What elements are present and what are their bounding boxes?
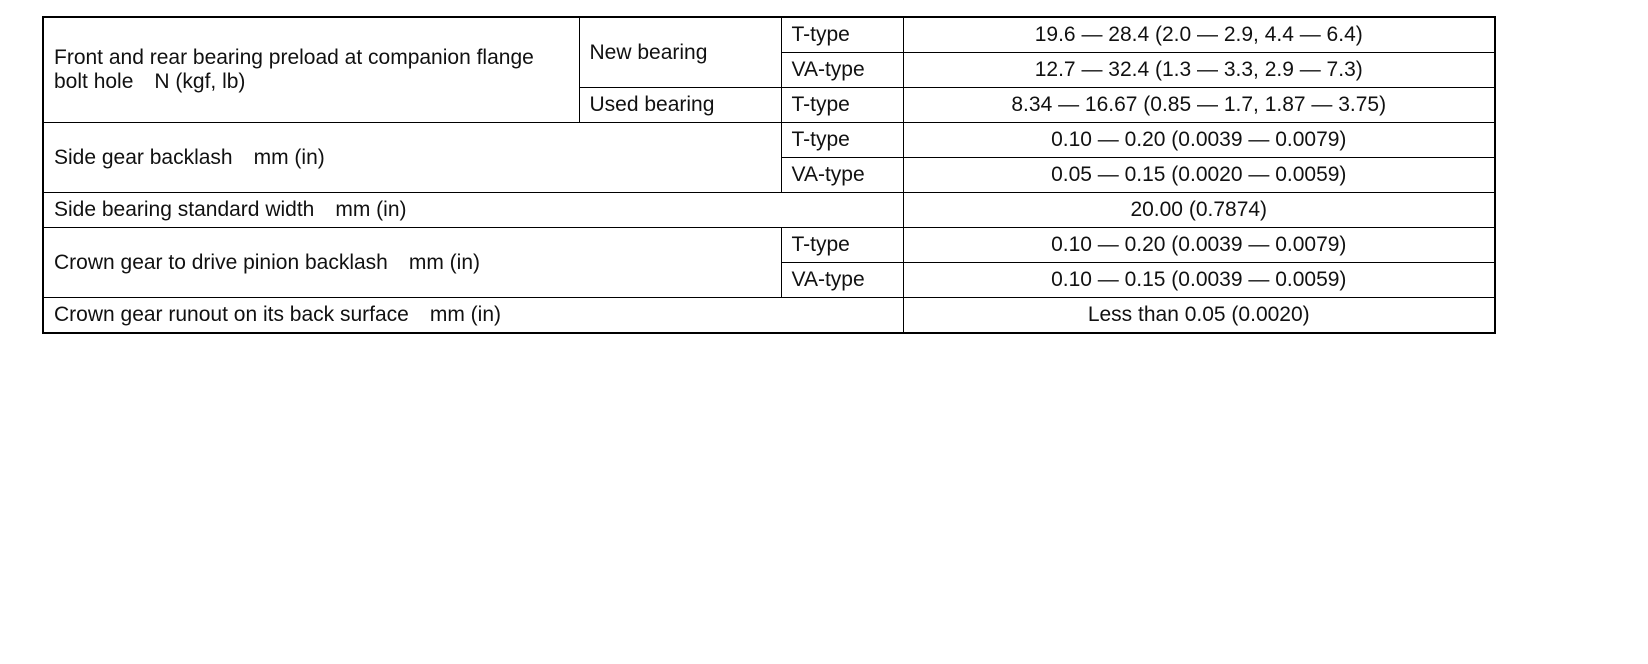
spec-value: Less than 0.05 (0.0020): [903, 298, 1495, 334]
spec-value: 20.00 (0.7874): [903, 193, 1495, 228]
spec-value: 0.10 — 0.15 (0.0039 — 0.0059): [903, 263, 1495, 298]
spec-label: Crown gear runout on its back surface mm (in): [43, 298, 903, 334]
specification-table: [42, 16, 1496, 334]
table-row: [43, 193, 1495, 228]
bearing-condition: New bearing: [579, 17, 781, 88]
spec-value: 8.34 — 16.67 (0.85 — 1.7, 1.87 — 3.75): [903, 88, 1495, 123]
type-label: T-type: [781, 88, 903, 123]
type-label: VA-type: [781, 158, 903, 193]
spec-label: Side gear backlash mm (in): [43, 123, 781, 193]
spec-value: 12.7 — 32.4 (1.3 — 3.3, 2.9 — 7.3): [903, 53, 1495, 88]
type-label: T-type: [781, 228, 903, 263]
table-row: [43, 298, 1495, 334]
type-label: T-type: [781, 17, 903, 53]
table-row: [43, 17, 1495, 53]
spec-label: Side bearing standard width mm (in): [43, 193, 903, 228]
spec-label: Front and rear bearing preload at companion flange bolt hole N (kgf, lb): [43, 17, 579, 123]
spec-value: 0.05 — 0.15 (0.0020 — 0.0059): [903, 158, 1495, 193]
type-label: T-type: [781, 123, 903, 158]
spec-value: 19.6 — 28.4 (2.0 — 2.9, 4.4 — 6.4): [903, 17, 1495, 53]
table-row: [43, 228, 1495, 263]
type-label: VA-type: [781, 263, 903, 298]
spec-value: 0.10 — 0.20 (0.0039 — 0.0079): [903, 123, 1495, 158]
type-label: VA-type: [781, 53, 903, 88]
spec-value: 0.10 — 0.20 (0.0039 — 0.0079): [903, 228, 1495, 263]
spec-label: Crown gear to drive pinion backlash mm (in): [43, 228, 781, 298]
table-row: [43, 123, 1495, 158]
bearing-condition: Used bearing: [579, 88, 781, 123]
